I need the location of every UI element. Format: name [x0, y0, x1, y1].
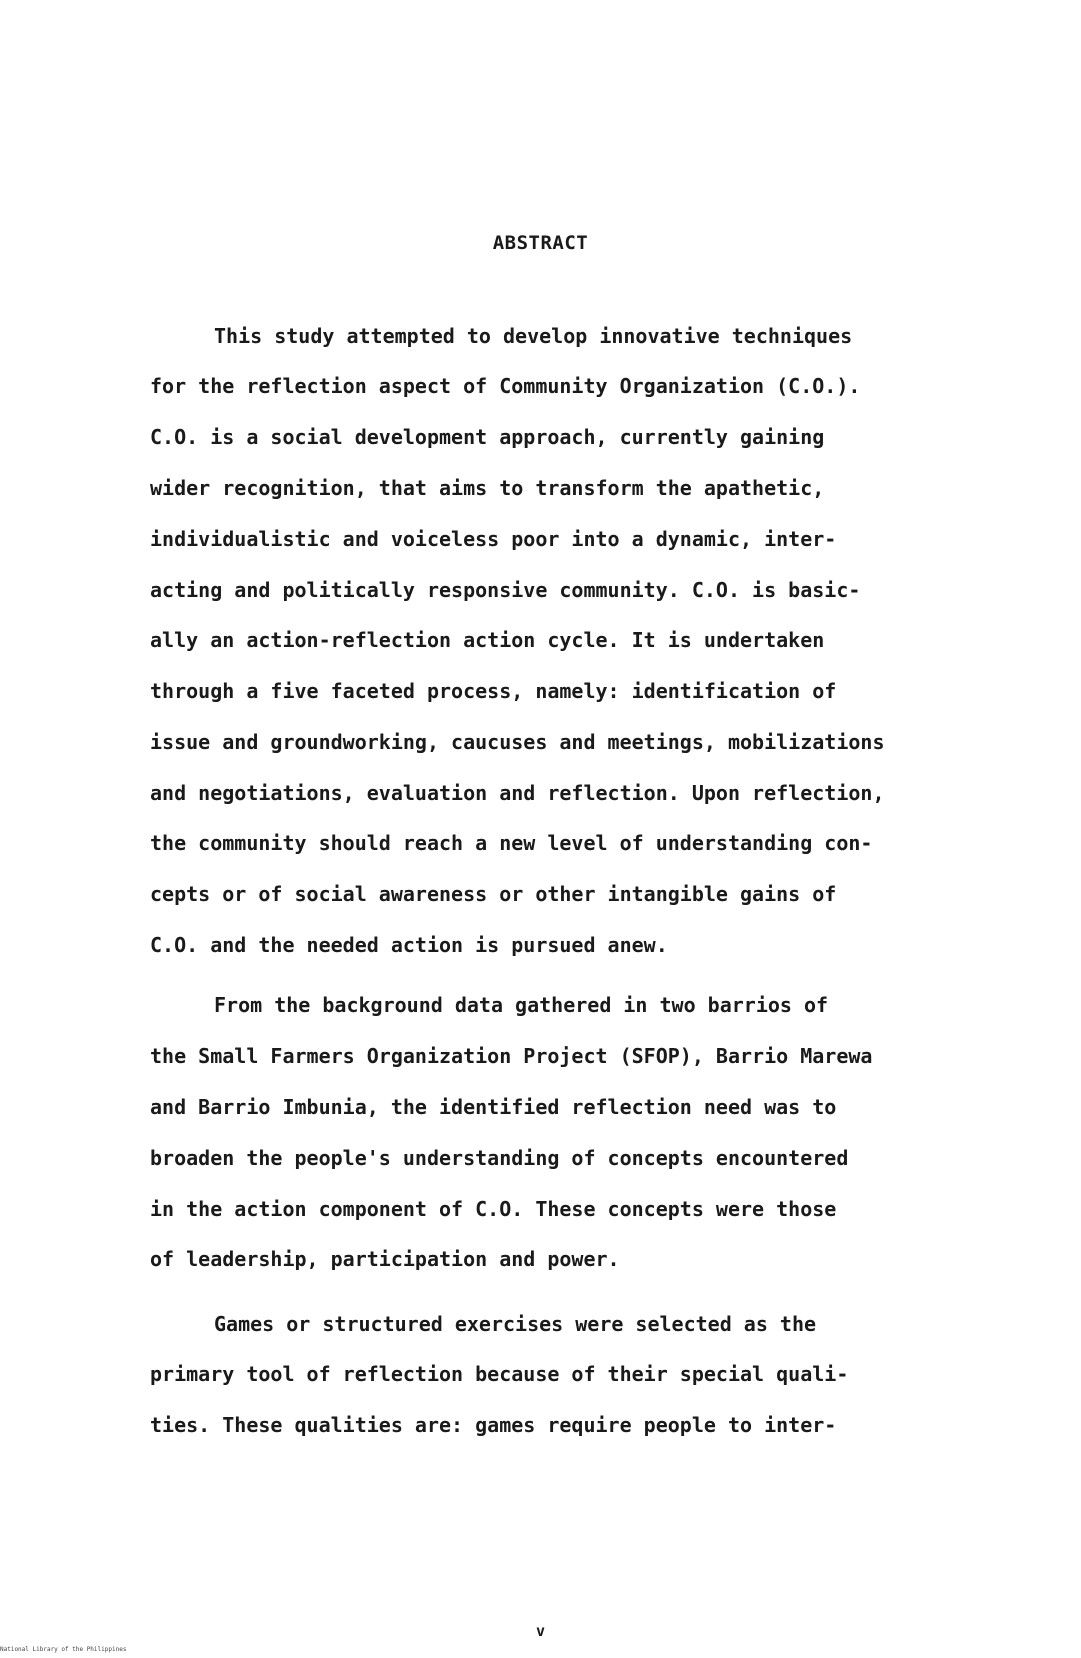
text-line: cepts or of social awareness or other intangible gains of [150, 882, 837, 906]
text-line: This study attempted to develop innovative techniques [214, 324, 853, 348]
text-line: for the reflection aspect of Community Organization (C.O.). [150, 374, 861, 398]
text-line: and negotiations, evaluation and reflection. Upon reflection, [150, 781, 885, 805]
text-line: C.O. is a social development approach, currently gaining [150, 425, 825, 449]
text-line: the Small Farmers Organization Project (SFOP), Barrio Marewa [150, 1044, 873, 1068]
text-line: through a five faceted process, namely: identification of [150, 679, 837, 703]
text-line: primary tool of reflection because of their special quali- [150, 1362, 849, 1386]
text-line: individualistic and voiceless poor into a dynamic, inter- [150, 527, 837, 551]
text-line: Games or structured exercises were selected as the [214, 1312, 817, 1336]
footer-watermark: National Library of the Philippines [0, 1646, 127, 1653]
page-number: v [535, 1622, 546, 1640]
text-line: From the background data gathered in two barrios of [214, 993, 829, 1017]
abstract-heading: ABSTRACT [492, 232, 589, 254]
text-line: ties. These qualities are: games require people to inter- [150, 1413, 837, 1437]
text-line: wider recognition, that aims to transform the apathetic, [150, 476, 825, 500]
text-line: C.O. and the needed action is pursued anew. [150, 933, 668, 957]
text-line: of leadership, participation and power. [150, 1247, 620, 1271]
text-line: in the action component of C.O. These concepts were those [150, 1197, 837, 1221]
text-line: the community should reach a new level of understanding con- [150, 831, 873, 855]
text-line: ally an action-reflection action cycle. It is undertaken [150, 628, 825, 652]
text-line: broaden the people's understanding of concepts encountered [150, 1146, 849, 1170]
text-line: and Barrio Imbunia, the identified reflection need was to [150, 1095, 837, 1119]
text-line: issue and groundworking, caucuses and meetings, mobilizations [150, 730, 885, 754]
text-line: acting and politically responsive community. C.O. is basic- [150, 578, 861, 602]
